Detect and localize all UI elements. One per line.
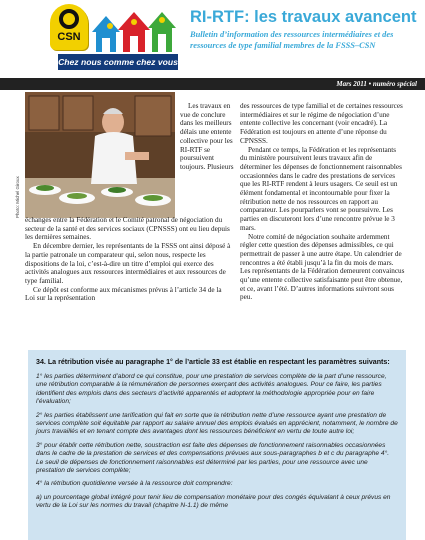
- date-bar: [0, 78, 425, 90]
- csn-logo-text: CSN: [57, 31, 81, 43]
- paragraph: des ressources de type familial et de certaines ressources intermédiaires et sur le régime de négociation d’une entente collective les concernant (voir encadré). La Fédération est toujours en attente d’une réponse du CPNSSS.: [240, 102, 403, 145]
- house-red-icon: [118, 12, 150, 52]
- photo-credit: Photo: Michel Giroux: [15, 176, 20, 218]
- paragraph: Notre comité de négociation souhaite ardemment régler cette question des dépenses admissibles, ce qui permettrait de passer à une autre étape. Un calendrier de rencontres a été établi jusqu’à la fin du mois de mars. Les représentants de la Fédération demeurent convaincus qu’une entente collective satisfaisante peut être obtenue, et ce, avant l’été. D’autres informations suivront sous peu.: [240, 232, 405, 302]
- chef-photo-illustration: [25, 92, 175, 218]
- right-column: [240, 102, 405, 302]
- law-item: 4° la rétribution quotidienne versée à la ressource doit comprendre:: [36, 480, 233, 488]
- issue-date-label: Mars 2011 • numéro spécial: [336, 80, 417, 88]
- law-item: 1° les parties déterminent d’abord ce qui constitue, pour une prestation de services complète de la part d’une ressource, une rétribution comparable à la rémunération de personnes exerçant des activités analogues. Pour ce faire, les parties identifient des emplois dans des secteurs d’activité apparentés et adoptent la méthodologie appropriée pour en faire l’évaluation;: [36, 373, 387, 406]
- paragraph: Pendant ce temps, la Fédération et les représentants du ministère poursuivent leurs travaux afin de déterminer les dépenses de fonctionnement raisonnables occasionnées dans le cadre des prestations de services que les RI-RTF rendent à leurs usagers. Ce seuil est un élément fondamental et incontournable pour fixer la rétribution nette de nos ressources en rapport au comparateur. Les pourparlers vont se poursuivre. Les parties en discuteront lors d’une rencontre prévue le 3 mars.: [240, 145, 402, 232]
- intro-column: [180, 102, 235, 172]
- house-blue-icon: [92, 16, 120, 52]
- paragraph: Ce dépôt est conforme aux mécanismes prévus à l’article 34 de la Loi sur la représentation: [25, 285, 222, 303]
- page-subtitle: Bulletin d’information des ressources intermédiaires et des ressources de type familial membres de la FSSS–CSN: [190, 30, 394, 50]
- houses-illustration: [90, 6, 178, 54]
- kitchen-photo: [25, 92, 175, 218]
- csn-badge: [50, 4, 88, 50]
- page-title: RI-RTF: les travaux avancent: [190, 8, 417, 26]
- csn-ring-icon: [59, 9, 79, 29]
- law-box-title: 34. La rétribution visée au paragraphe 1° de l’article 33 est établie en respectant les paramètres suivants:: [36, 358, 390, 366]
- paragraph: En décembre dernier, les représentants de la FSSS ont ainsi déposé à la partie patronale un comparateur qui, selon nous, respecte les dispositions de la loi, c’est-à-dire un titre d’emploi qui exerce des activités analogues aux ressources intermédiaires et aux ressources de type familial.: [25, 242, 231, 285]
- paragraph: échanges entre la Fédération et le Comité patronal de négociation du secteur de la santé et des services sociaux (CPNSSS) ont eu lieu depuis les dernières semaines.: [25, 216, 230, 242]
- intro-paragraph: Les travaux en vue de conclure dans les meilleurs délais une entente collective pour les RI-RTF se poursuivent toujours. Plusieurs: [180, 102, 234, 171]
- law-item: 2° les parties établissent une tarification qui fait en sorte que la rétribution nette d’une ressource ayant une prestation de services complète soit équitable par rapport au salaire annuel des emplois évalués en apprécient, notamment, le nombre de jours travaillés et en tenant compte des avantages dont les ressources bénéficient en vertu de toute autre loi;: [36, 411, 398, 436]
- slogan-banner: Chez nous comme chez vous: [58, 54, 178, 70]
- law-item: a) un pourcentage global intégré pour tenir lieu de compensation monétaire pour des congés équivalant à ceux prévus en vertu de la Loi sur les normes du travail (chapitre N-1.1) de même: [36, 493, 391, 510]
- fsss-csn-logo: [44, 2, 178, 72]
- left-column: [25, 216, 232, 303]
- law-excerpt-box: [28, 350, 406, 540]
- law-item: 3° pour établir cette rétribution nette, soustraction est faite des dépenses de fonctionnement raisonnables occasionnées dans le cadre de la prestation de services et des compensations prévues aux sous-paragraphes b et c du paragraphe 4°. Le seuil de dépenses de fonctionnement raisonnables est déterminé par les parties, pour une ressource avec une prestation de services complète;: [36, 441, 390, 475]
